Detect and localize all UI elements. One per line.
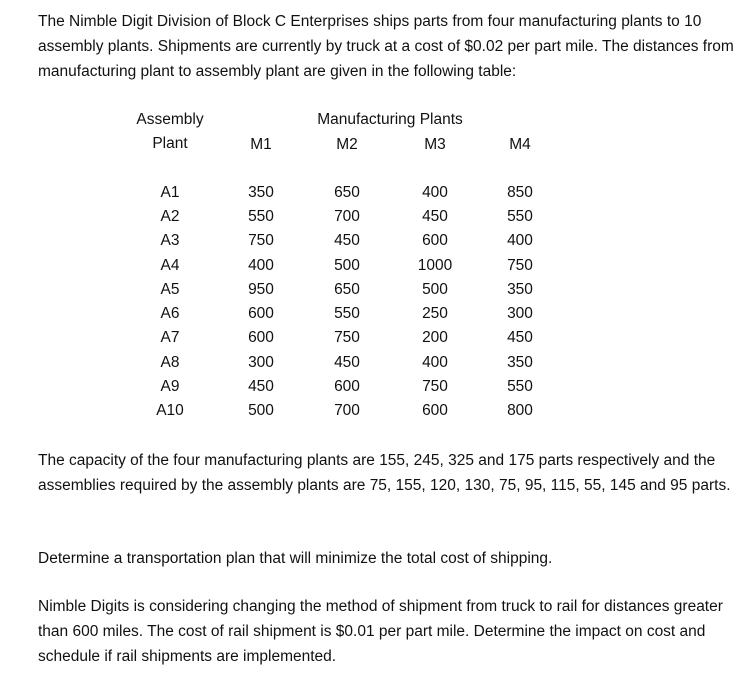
capacity-paragraph: The capacity of the four manufacturing plants are 155, 245, 325 and 175 parts respectively and the assemblies required by the assembly plants are 75, 155, 120, 130, 75, 95, 115, 55, 145 and 95 parts. (38, 452, 731, 494)
assembly-header-line2: Plant (152, 135, 188, 152)
distance-cell: 600 (422, 402, 448, 419)
assembly-plant-cell: A7 (160, 329, 180, 346)
intro-paragraph: The Nimble Digit Division of Block C Enterprises ships parts from four manufacturing plants to 10 assembly plants. Shipments are currently by truck at a cost of $0.02 per part mile. The distances from manufacturing plant to assembly plant are given in the following table: (38, 13, 734, 80)
manufacturing-plants-header: Manufacturing Plants (317, 111, 463, 128)
distance-cell: 450 (334, 354, 360, 371)
determine-paragraph: Determine a transportation plan that will minimize the total cost of shipping. (38, 550, 553, 567)
distance-cell: 600 (334, 378, 360, 395)
distance-cell: 450 (334, 232, 360, 249)
assembly-plant-cell: A6 (160, 305, 180, 322)
distance-cell: 350 (507, 354, 533, 371)
column-header-m3: M3 (424, 136, 446, 153)
distance-cell: 400 (507, 232, 533, 249)
distance-cell: 250 (422, 305, 448, 322)
distance-cell: 500 (248, 402, 274, 419)
assembly-plant-cell: A2 (160, 208, 180, 225)
distance-cell: 1000 (417, 257, 453, 274)
distance-cell: 700 (334, 402, 360, 419)
distance-cell: 800 (507, 402, 533, 419)
assembly-plant-cell: A9 (160, 378, 180, 395)
distance-cell: 450 (248, 378, 274, 395)
column-header-m4: M4 (509, 136, 531, 153)
distance-cell: 650 (334, 184, 360, 201)
distance-cell: 600 (248, 329, 274, 346)
distance-cell: 600 (422, 232, 448, 249)
distance-cell: 500 (334, 257, 360, 274)
assembly-plant-cell: A4 (160, 257, 180, 274)
distance-cell: 750 (507, 257, 533, 274)
assembly-plant-cell: A8 (160, 354, 180, 371)
distance-cell: 550 (334, 305, 360, 322)
rail-paragraph: Nimble Digits is considering changing the method of shipment from truck to rail for distances greater than 600 miles. The cost of rail shipment is $0.01 per part mile. Determine the impact on cost and schedule if rail shipments are implemented. (38, 598, 723, 665)
assembly-header-line1: Assembly (136, 111, 204, 128)
distance-cell: 700 (334, 208, 360, 225)
distance-cell: 600 (248, 305, 274, 322)
distance-cell: 200 (422, 329, 448, 346)
distance-cell: 400 (422, 354, 448, 371)
distance-cell: 950 (248, 281, 274, 298)
assembly-plant-cell: A3 (160, 232, 180, 249)
assembly-plant-cell: A10 (156, 402, 184, 419)
distance-cell: 300 (507, 305, 533, 322)
distance-cell: 300 (248, 354, 274, 371)
distance-cell: 550 (248, 208, 274, 225)
distance-cell: 650 (334, 281, 360, 298)
distance-cell: 550 (507, 378, 533, 395)
distance-cell: 750 (334, 329, 360, 346)
distance-cell: 350 (507, 281, 533, 298)
assembly-plant-cell: A5 (160, 281, 180, 298)
distance-cell: 850 (507, 184, 533, 201)
distance-cell: 350 (248, 184, 274, 201)
distance-cell: 750 (422, 378, 448, 395)
assembly-plant-cell: A1 (160, 184, 180, 201)
column-header-m1: M1 (250, 136, 272, 153)
column-header-m2: M2 (336, 136, 358, 153)
distance-cell: 450 (507, 329, 533, 346)
distance-cell: 750 (248, 232, 274, 249)
distance-cell: 550 (507, 208, 533, 225)
distance-cell: 400 (422, 184, 448, 201)
distance-cell: 450 (422, 208, 448, 225)
distance-cell: 400 (248, 257, 274, 274)
distance-cell: 500 (422, 281, 448, 298)
